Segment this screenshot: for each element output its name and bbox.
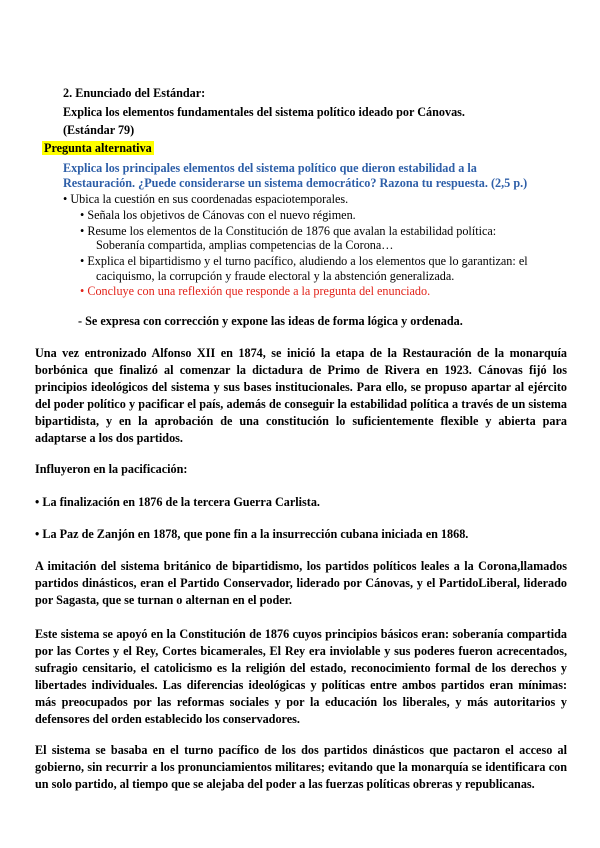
paragraph-peaceful-turn: El sistema se basaba en el turno pacífico de los dos partidos dinásticos que pactaron el acceso al gobierno, sin recurrir a los pronunciamientos militares; evitando que la monarquía se identificara con un solo partido, al tiempo que se alejaba del poder a las fuerzas políticas obreras y republicanas. xyxy=(35,743,567,791)
paragraph-carlist-war: • La finalización en 1876 de la tercera Guerra Carlista. xyxy=(35,495,320,509)
paragraph-constitution: Este sistema se apoyó en la Constitución de 1876 cuyos principios básicos eran: soberanía compartida por las Cortes y el Rey, Cortes bicamerales, El Rey era inviolable y sus poderes fueron acrecentados, sufragio censitario, el catolicismo es la religión del estado, reconocimiento formal de los derechos y libertades individuales. Las diferencias ideológicas y políticas entre ambos partidos eran mínimas: más preocupados por las reformas sociales y por la educación los liberales, y más autoritarios y defensores del orden establecido los conservadores. xyxy=(35,627,567,726)
criteria-item-1 xyxy=(63,192,348,206)
criteria-item-4-cont: caciquismo, la corrupción y fraude electoral y la abstención generalizada. xyxy=(96,269,455,283)
criteria-item-4 xyxy=(80,254,528,268)
standard-ref: (Estándar 79) xyxy=(63,123,135,137)
criteria-text: Señala los objetivos de Cánovas con el nuevo régimen. xyxy=(87,208,356,222)
criteria-text: Ubica la cuestión en sus coordenadas espaciotemporales. xyxy=(70,192,349,206)
section-heading: 2. Enunciado del Estándar: xyxy=(63,86,206,100)
criteria-item-5 xyxy=(80,284,430,298)
alt-question-line-1: Explica los principales elementos del sistema político que dieron estabilidad a la xyxy=(63,161,477,175)
criteria-text: Explica el bipartidismo y el turno pacífico, aludiendo a los elementos que lo garantizan: el xyxy=(87,254,528,268)
paragraph-intro: Una vez entronizado Alfonso XII en 1874, se inició la etapa de la Restauración de la monarquía borbónica que finalizó al comenzar la dictadura de Primo de Rivera en 1923. Cánovas fijó los principios ideológicos del sistema y sus bases institucionales. Para ello, se propuso apartar al ejército del poder político y pacificar el país, además de conseguir la estabilidad política a través de un sistema bipartidista, y en la aprobación de una constitución lo suficientemente flexible y abierta para adaptarse a los dos partidos. xyxy=(35,346,567,445)
alt-question-label xyxy=(42,141,154,155)
bullet-icon: • xyxy=(63,192,68,206)
alt-question-line-2: Restauración. ¿Puede considerarse un sistema democrático? Razona tu respuesta. (2,5 p.) xyxy=(63,176,528,190)
criteria-item-3-cont: Soberanía compartida, amplias competencias de la Corona… xyxy=(96,238,394,252)
bullet-icon: • xyxy=(80,284,85,298)
bullet-icon: • xyxy=(80,224,85,238)
paragraph-zanjon: • La Paz de Zanjón en 1878, que pone fin a la insurrección cubana iniciada en 1868. xyxy=(35,527,469,541)
bullet-icon: • xyxy=(80,208,85,222)
criteria-item-6: - Se expresa con corrección y expone las ideas de forma lógica y ordenada. xyxy=(78,314,463,328)
criteria-text: Resume los elementos de la Constitución de 1876 que avalan la estabilidad política: xyxy=(87,224,497,238)
criteria-item-2 xyxy=(80,208,356,222)
criteria-item-3 xyxy=(80,224,496,238)
highlighted-label: Pregunta alternativa xyxy=(44,141,152,155)
standard-text: Explica los elementos fundamentales del sistema político ideado por Cánovas. xyxy=(63,105,465,119)
paragraph-pacification: Influyeron en la pacificación: xyxy=(35,462,188,476)
paragraph-bipartisanship: A imitación del sistema británico de bipartidismo, los partidos políticos leales a la Corona,llamados partidos dinásticos, eran el Partido Conservador, liderado por Cánovas, y el PartidoLiberal, liderado por Sagasta, que se turnan o alternan en el poder. xyxy=(35,559,567,607)
bullet-icon: • xyxy=(80,254,85,268)
criteria-text: Concluye con una reflexión que responde a la pregunta del enunciado. xyxy=(87,284,431,298)
